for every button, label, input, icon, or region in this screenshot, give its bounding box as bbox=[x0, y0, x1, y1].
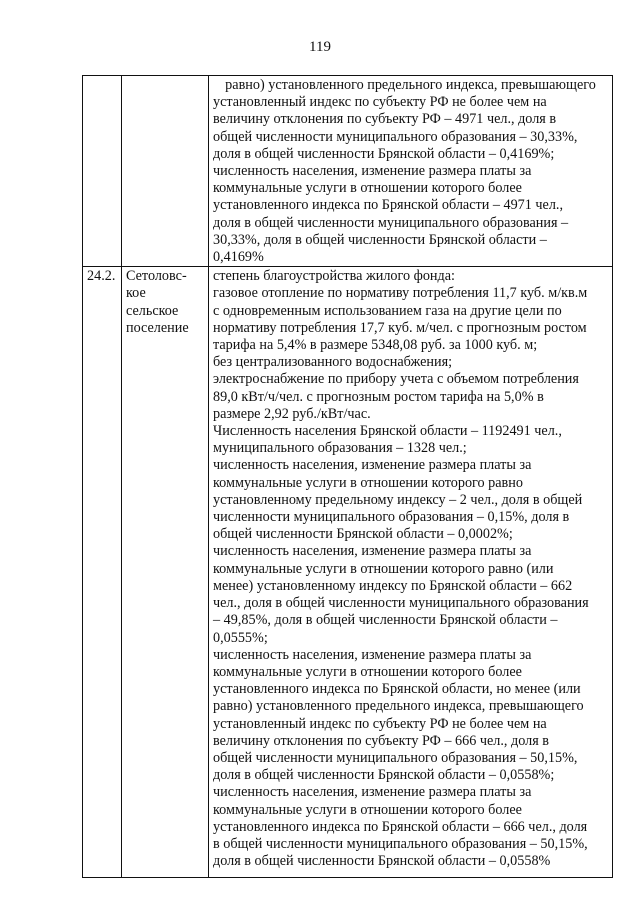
text-line: установленный индекс по субъекту РФ не более чем на bbox=[213, 94, 547, 111]
text-line: чел., доля в общей численности муниципального образования bbox=[213, 595, 589, 612]
document-table bbox=[82, 75, 613, 878]
text-line: установленный индекс по субъекту РФ не более чем на bbox=[213, 715, 547, 732]
text-line: общей численности муниципального образования – 50,15%, bbox=[213, 749, 578, 766]
text-line: доля в общей численности муниципального образования – bbox=[213, 214, 569, 231]
text-line: менее) установленному индексу по Брянской области – 662 bbox=[213, 577, 573, 594]
table-row bbox=[83, 267, 613, 878]
text-line: установленного индекса по Брянской области – 4971 чел., bbox=[213, 197, 564, 214]
text-line: Численность населения Брянской области – 1192491 чел., bbox=[213, 423, 562, 440]
text-line: доля в общей численности Брянской области – 0,4169%; bbox=[213, 145, 555, 162]
description-cell bbox=[209, 76, 613, 267]
text-line: численности муниципального образования – 0,15%, доля в bbox=[213, 509, 570, 526]
text-line: – 49,85%, доля в общей численности Брянской области – bbox=[213, 612, 558, 629]
description-cell bbox=[209, 267, 613, 878]
table-row bbox=[83, 76, 613, 267]
text-line: степень благоустройства жилого фонда: bbox=[213, 268, 455, 285]
text-line: общей численности Брянской области – 0,0002%; bbox=[213, 526, 513, 543]
text-line: численность населения, изменение размера платы за bbox=[213, 163, 532, 180]
text-line: 0,0555%; bbox=[213, 629, 268, 646]
settlement-name-line: поселение bbox=[126, 319, 189, 336]
text-line: в общей численности муниципального образования – 50,15%, bbox=[213, 835, 588, 852]
settlement-name-cell bbox=[122, 76, 209, 267]
settlement-name-cell bbox=[122, 267, 209, 878]
text-line: нормативу потребления 17,7 куб. м/чел. с прогнозным ростом bbox=[213, 319, 587, 336]
row-number: 24.2. bbox=[87, 268, 116, 285]
text-line: коммунальные услуги в отношении которого более bbox=[213, 180, 522, 197]
text-line: общей численности муниципального образования – 30,33%, bbox=[213, 128, 578, 145]
text-line: электроснабжение по прибору учета с объемом потребления bbox=[213, 371, 579, 388]
text-line: численность населения, изменение размера платы за bbox=[213, 543, 532, 560]
settlement-name-line: сельское bbox=[126, 302, 179, 319]
text-line: установленному предельному индексу – 2 чел., доля в общей bbox=[213, 491, 583, 508]
row-number-cell bbox=[83, 76, 122, 267]
text-line: величину отклонения по субъекту РФ – 4971 чел., доля в bbox=[213, 111, 557, 128]
text-line: величину отклонения по субъекту РФ – 666 чел., доля в bbox=[213, 732, 549, 749]
text-line: коммунальные услуги в отношении которого более bbox=[213, 663, 522, 680]
text-line: 30,33%, доля в общей численности Брянской области – bbox=[213, 231, 547, 248]
text-line: доля в общей численности Брянской области – 0,0558% bbox=[213, 853, 551, 870]
text-line: численность населения, изменение размера платы за bbox=[213, 784, 532, 801]
text-line: размере 2,92 руб./кВт/час. bbox=[213, 405, 371, 422]
row-number-cell bbox=[83, 267, 122, 878]
text-line: установленного индекса по Брянской области, но менее (или bbox=[213, 681, 581, 698]
text-line: без централизованного водоснабжения; bbox=[213, 354, 453, 371]
page-number: 119 bbox=[309, 39, 331, 55]
text-line: коммунальные услуги в отношении которого равно bbox=[213, 474, 523, 491]
text-line: установленного индекса по Брянской области – 666 чел., доля bbox=[213, 818, 588, 835]
text-line: численность населения, изменение размера платы за bbox=[213, 646, 532, 663]
settlement-name-line: кое bbox=[126, 285, 146, 302]
text-line: равно) установленного предельного индекса, превышающего bbox=[213, 698, 584, 715]
text-line: коммунальные услуги в отношении которого более bbox=[213, 801, 522, 818]
text-line: газовое отопление по нормативу потребления 11,7 куб. м/кв.м bbox=[213, 285, 588, 302]
text-line: 0,4169% bbox=[213, 249, 264, 266]
text-line: равно) установленного предельного индекса, превышающего bbox=[225, 77, 596, 93]
text-line: доля в общей численности Брянской области – 0,0558%; bbox=[213, 767, 555, 784]
text-line: 89,0 кВт/ч/чел. с прогнозным ростом тарифа на 5,0% в bbox=[213, 388, 544, 405]
text-line: тарифа на 5,4% в размере 5348,08 руб. за 1000 куб. м; bbox=[213, 337, 538, 354]
text-line: с одновременным использованием газа на другие цели по bbox=[213, 302, 562, 319]
text-line: коммунальные услуги в отношении которого равно (или bbox=[213, 560, 554, 577]
text-line: численность населения, изменение размера платы за bbox=[213, 457, 532, 474]
text-line: муниципального образования – 1328 чел.; bbox=[213, 440, 467, 457]
settlement-name-line: Сетоловс- bbox=[126, 268, 187, 285]
